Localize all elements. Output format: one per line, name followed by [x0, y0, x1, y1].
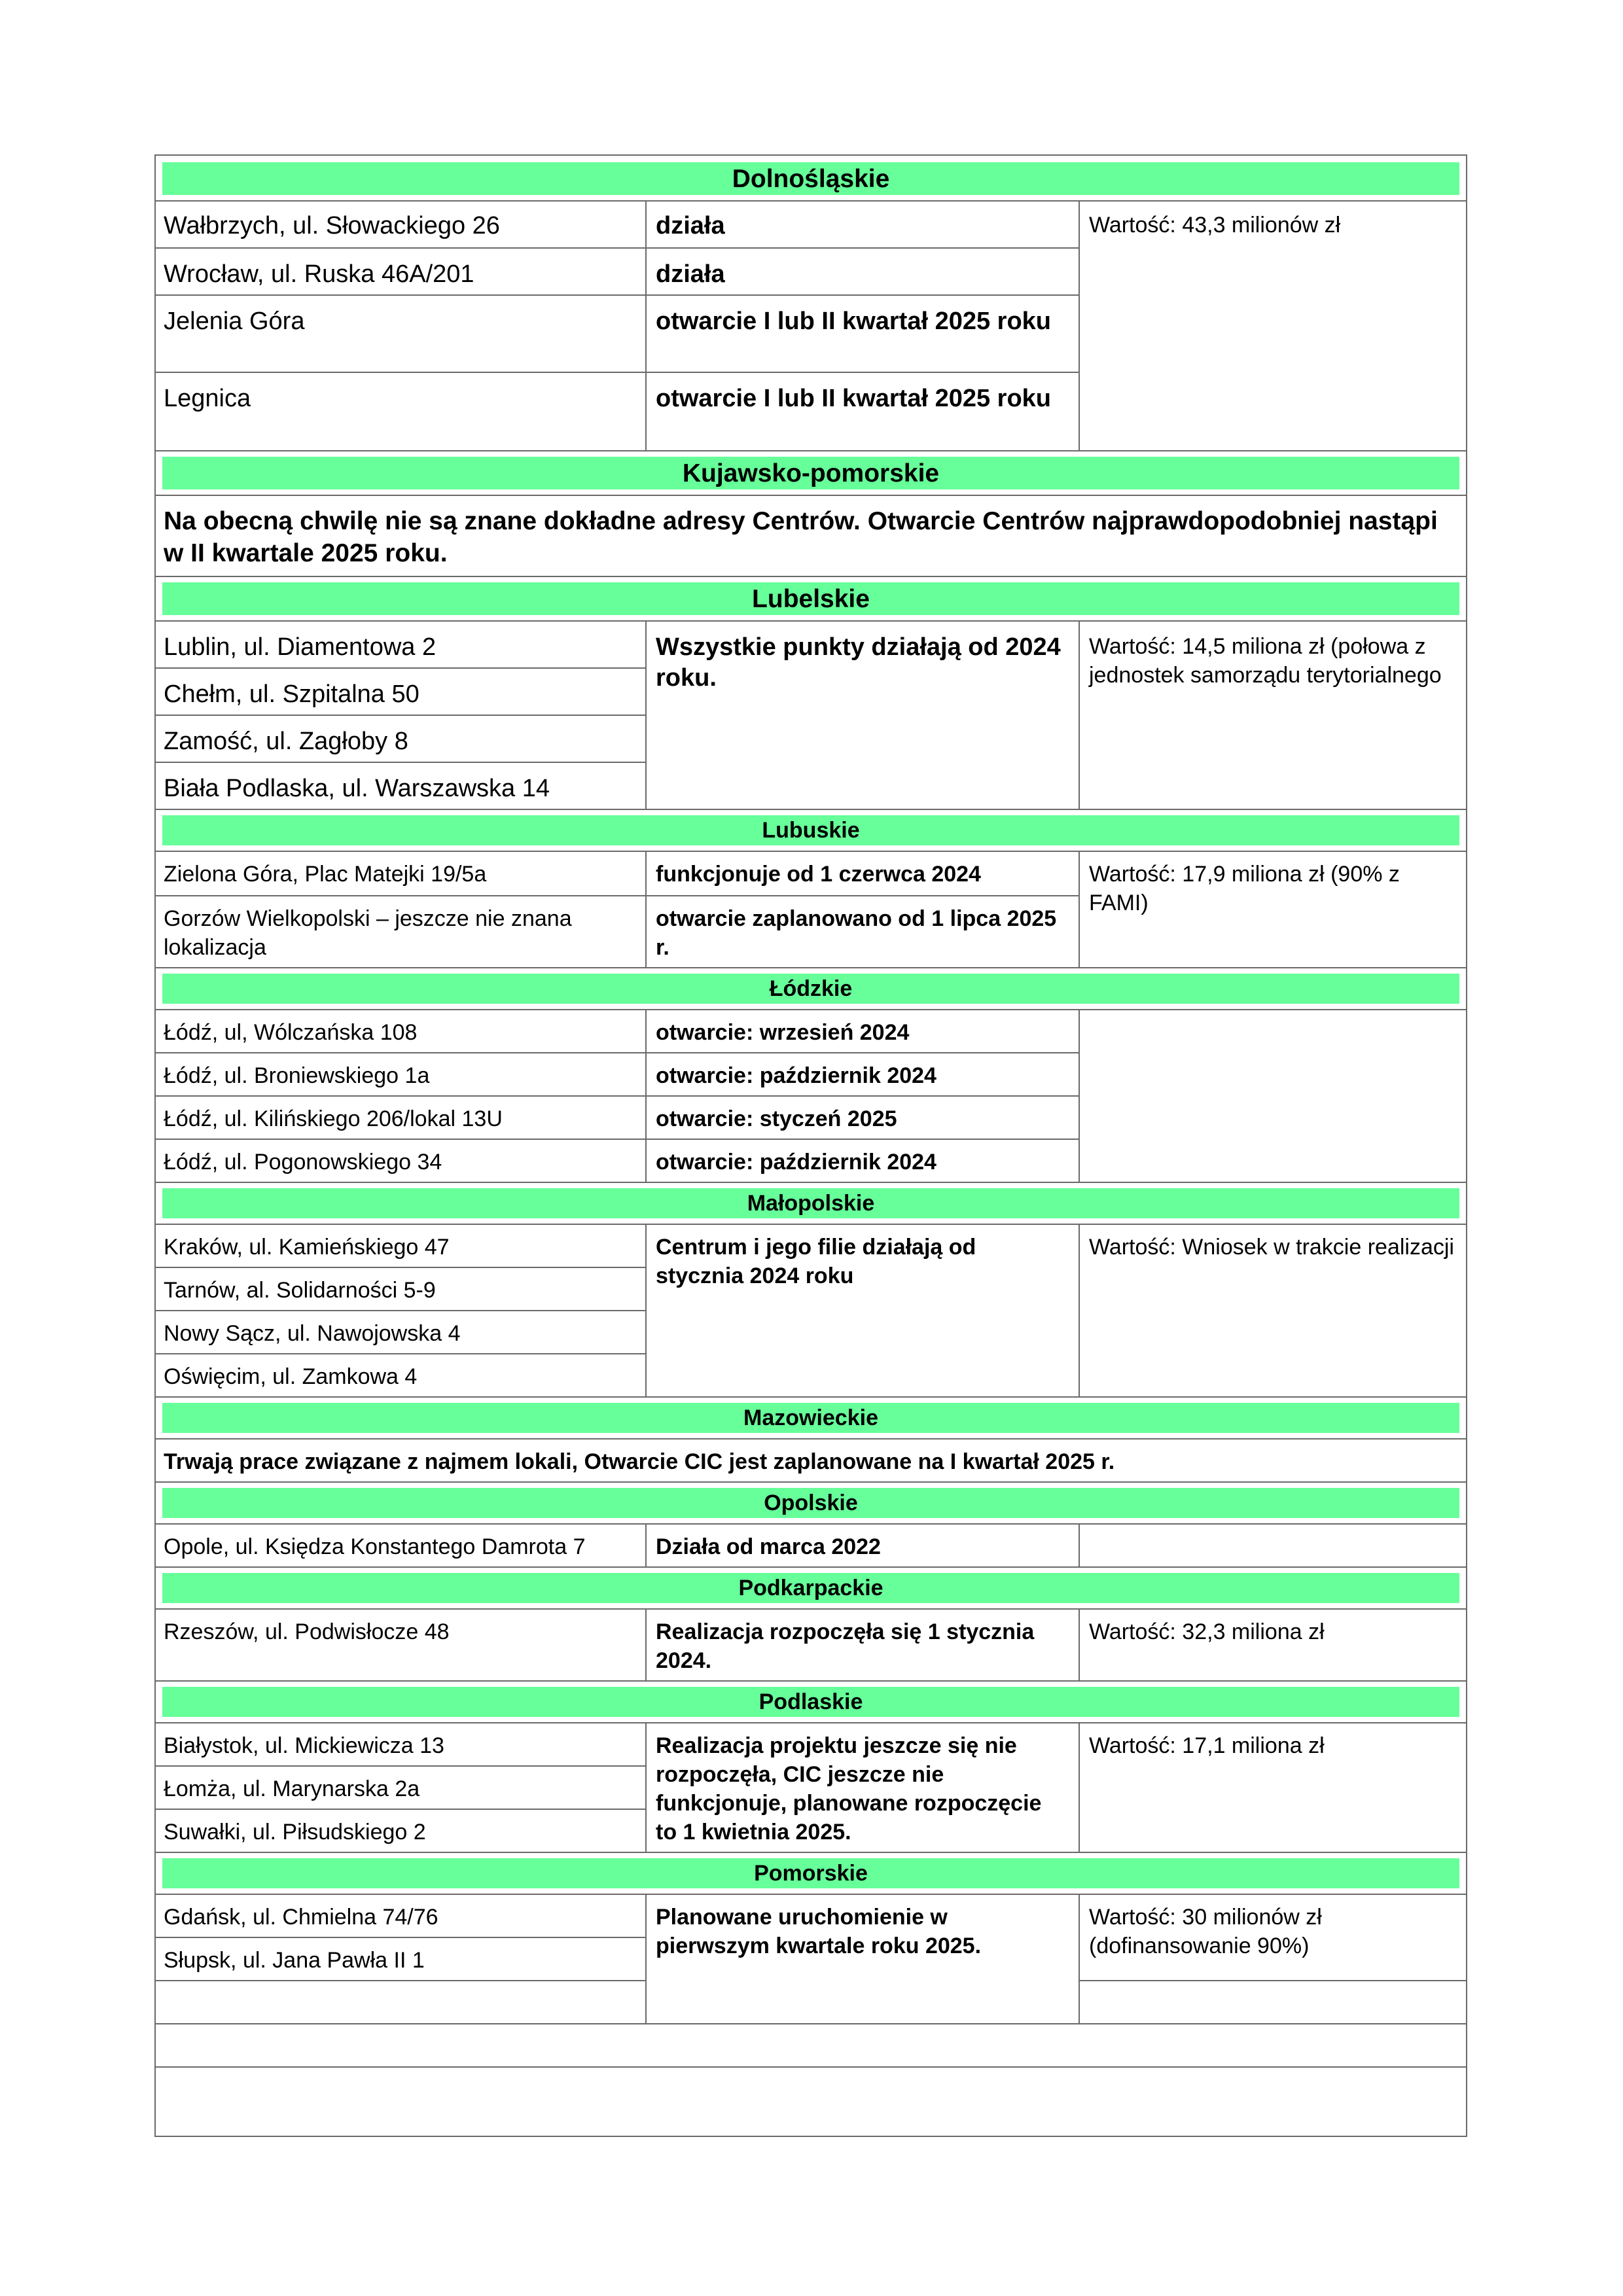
region-header-podkarpackie: Podkarpackie	[162, 1573, 1459, 1603]
address-krakow: Kraków, ul. Kamieńskiego 47	[164, 1235, 450, 1260]
status-pomorskie: Planowane uruchomienie w pierwszym kwartale roku 2025.	[656, 1905, 982, 1958]
status-lodz-broniewskiego: otwarcie: październik 2024	[656, 1063, 936, 1088]
status-gorzow: otwarcie zaplanowano od 1 lipca 2025 r.	[656, 906, 1057, 960]
address-gdansk: Gdańsk, ul. Chmielna 74/76	[164, 1905, 438, 1930]
address-gorzow: Gorzów Wielkopolski – jeszcze nie znana lokalizacja	[164, 906, 572, 960]
address-tarnow: Tarnów, al. Solidarności 5-9	[164, 1278, 436, 1303]
address-rzeszow: Rzeszów, ul. Podwisłocze 48	[164, 1619, 450, 1644]
value-lubelskie: Wartość: 14,5 miliona zł (połowa z jednostek samorządu terytorialnego	[1089, 634, 1442, 688]
value-podkarpackie: Wartość: 32,3 miliona zł	[1089, 1619, 1325, 1644]
status-opole: Działa od marca 2022	[656, 1534, 881, 1559]
value-pomorskie: Wartość: 30 milionów zł (dofinansowanie 90%)	[1089, 1905, 1322, 1958]
region-header-malopolskie: Małopolskie	[162, 1188, 1459, 1218]
status-lodz-pogonowskiego: otwarcie: październik 2024	[656, 1150, 936, 1174]
note-mazowieckie: Trwają prace związane z najmem lokali, Otwarcie CIC jest zaplanowane na I kwartał 2025 r.	[164, 1449, 1115, 1474]
address-biala-podlaska: Biała Podlaska, ul. Warszawska 14	[164, 775, 550, 802]
region-header-kujawsko-pomorskie: Kujawsko-pomorskie	[162, 457, 1459, 489]
empty-row	[154, 1981, 1467, 2023]
value-podlaskie: Wartość: 17,1 miliona zł	[1089, 1733, 1325, 1758]
status-legnica: otwarcie I lub II kwartał 2025 roku	[656, 385, 1052, 412]
status-wroclaw: działa	[656, 260, 725, 288]
value-malopolskie: Wartość: Wniosek w trakcie realizacji	[1089, 1235, 1454, 1260]
address-lodz-pogonowskiego: Łódź, ul. Pogonowskiego 34	[164, 1150, 442, 1174]
region-header-pomorskie: Pomorskie	[162, 1858, 1459, 1888]
address-zielona-gora: Zielona Góra, Plac Matejki 19/5a	[164, 862, 487, 887]
address-nowy-sacz: Nowy Sącz, ul. Nawojowska 4	[164, 1321, 461, 1346]
status-jelenia-gora: otwarcie I lub II kwartał 2025 roku	[656, 308, 1052, 335]
status-lodz-wolczanska: otwarcie: wrzesień 2024	[656, 1020, 910, 1045]
address-lodz-wolczanska: Łódź, ul, Wólczańska 108	[164, 1020, 418, 1045]
region-header-podlaskie: Podlaskie	[162, 1687, 1459, 1717]
address-oswiecim: Oświęcim, ul. Zamkowa 4	[164, 1364, 418, 1389]
address-legnica: Legnica	[164, 385, 251, 412]
status-zielona-gora: funkcjonuje od 1 czerwca 2024	[656, 862, 981, 887]
empty-row	[154, 2024, 1467, 2066]
address-suwalki: Suwałki, ul. Piłsudskiego 2	[164, 1820, 426, 1845]
status-lodz-kilinskiego: otwarcie: styczeń 2025	[656, 1106, 897, 1131]
address-lomza: Łomża, ul. Marynarska 2a	[164, 1776, 420, 1801]
address-bialystok: Białystok, ul. Mickiewicza 13	[164, 1733, 444, 1758]
address-lodz-kilinskiego: Łódź, ul. Kilińskiego 206/lokal 13U	[164, 1106, 503, 1131]
region-header-dolnoslaskie: Dolnośląskie	[162, 162, 1459, 195]
status-lubelskie: Wszystkie punkty działają od 2024 roku.	[656, 633, 1061, 692]
address-wroclaw: Wrocław, ul. Ruska 46A/201	[164, 260, 474, 288]
status-rzeszow: Realizacja rozpoczęła się 1 stycznia 2024.	[656, 1619, 1035, 1673]
address-lodz-broniewskiego: Łódź, ul. Broniewskiego 1a	[164, 1063, 430, 1088]
status-podlaskie: Realizacja projektu jeszcze się nie rozpoczęła, CIC jeszcze nie funkcjonuje, planowane rozpoczęcie to 1 kwietnia 2025.	[656, 1733, 1042, 1845]
region-header-lubuskie: Lubuskie	[162, 815, 1459, 845]
address-jelenia-gora: Jelenia Góra	[164, 308, 305, 335]
region-header-opolskie: Opolskie	[162, 1488, 1459, 1518]
address-slupsk: Słupsk, ul. Jana Pawła II 1	[164, 1948, 425, 1973]
address-chelm: Chełm, ul. Szpitalna 50	[164, 680, 419, 708]
address-walbrzych: Wałbrzych, ul. Słowackiego 26	[164, 212, 500, 239]
note-kujawsko-pomorskie: Na obecną chwilę nie są znane dokładne adresy Centrów. Otwarcie Centrów najprawdopodobniej nastąpi w II kwartale 2025 roku.	[164, 507, 1438, 567]
value-dolnoslaskie: Wartość: 43,3 milionów zł	[1089, 213, 1341, 238]
region-header-mazowieckie: Mazowieckie	[162, 1403, 1459, 1433]
status-walbrzych: działa	[656, 212, 725, 239]
region-header-lubelskie: Lubelskie	[162, 582, 1459, 615]
empty-row	[154, 2068, 1467, 2137]
address-zamosc: Zamość, ul. Zagłoby 8	[164, 728, 408, 755]
status-malopolskie: Centrum i jego filie działają od stycznia 2024 roku	[656, 1235, 976, 1288]
address-opole: Opole, ul. Księdza Konstantego Damrota 7	[164, 1534, 586, 1559]
value-lubuskie: Wartość: 17,9 miliona zł (90% z FAMI)	[1089, 862, 1400, 915]
region-header-lodzkie: Łódzkie	[162, 974, 1459, 1004]
address-lublin: Lublin, ul. Diamentowa 2	[164, 633, 437, 661]
